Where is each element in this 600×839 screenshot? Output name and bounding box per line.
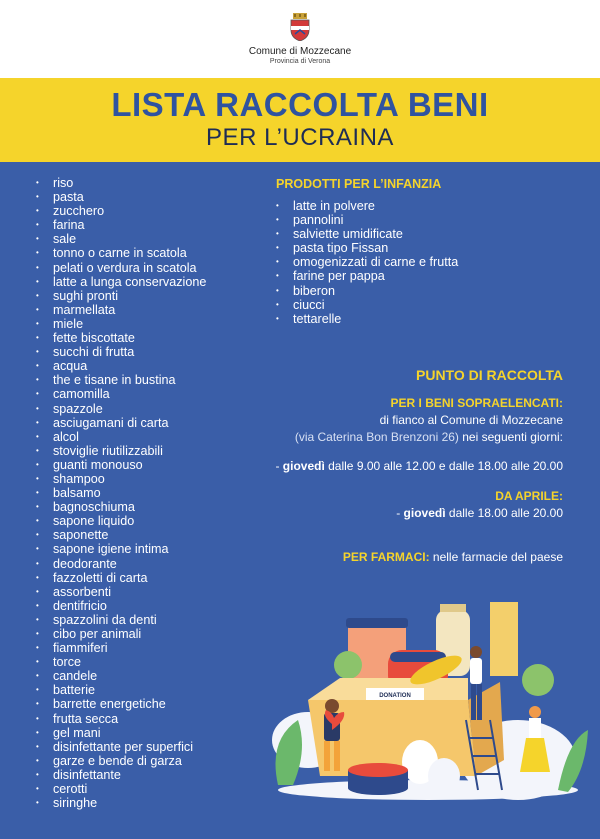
page-title: LISTA RACCOLTA BENI: [111, 86, 489, 123]
list-item: • acqua: [36, 359, 206, 373]
list-item: • spazzolini da denti: [36, 613, 206, 627]
comune-name: Comune di Mozzecane: [248, 46, 352, 57]
list-item: • fiammiferi: [36, 641, 206, 655]
list-item: • marmellata: [36, 303, 206, 317]
list-item: • zucchero: [36, 204, 206, 218]
list-item: • omogenizzati di carne e frutta: [276, 255, 458, 269]
day1-prefix: -: [275, 459, 283, 473]
list-item: • guanti monouso: [36, 458, 206, 472]
provincia-name: Provincia di Verona: [269, 58, 331, 65]
list-item: • barrette energetiche: [36, 697, 206, 711]
list-item: • latte a lunga conservazione: [36, 275, 206, 289]
list-item: • fazzoletti di carta: [36, 571, 206, 585]
raccolta-subtitle: PER I BENI SOPRAELENCATI:: [390, 396, 563, 410]
donation-illustration: [268, 600, 588, 800]
list-item: • candele: [36, 669, 206, 683]
farmaci-text: nelle farmacie del paese: [429, 550, 563, 564]
raccolta-day2-line: [396, 506, 563, 520]
list-item: • disinfettante per superfici: [36, 740, 206, 754]
april-title: DA APRILE:: [495, 489, 563, 503]
list-item: • pasta: [36, 190, 206, 204]
farmaci-line: [343, 550, 563, 564]
day2-hours: dalle 18.00 alle 20.00: [445, 506, 563, 520]
raccolta-address-line: [295, 430, 563, 444]
list-item: • dentifricio: [36, 599, 206, 613]
day1-hours: dalle 9.00 alle 12.00 e dalle 18.00 alle 20.00: [324, 459, 563, 473]
list-item: • bagnoschiuma: [36, 500, 206, 514]
list-item: • gel mani: [36, 726, 206, 740]
list-item: • riso: [36, 176, 206, 190]
list-item: • farina: [36, 218, 206, 232]
list-item: • latte in polvere: [276, 199, 458, 213]
list-item: • garze e bende di garza: [36, 754, 206, 768]
raccolta-address: (via Caterina Bon Brenzoni 26): [294, 430, 459, 444]
list-item: • saponette: [36, 528, 206, 542]
raccolta-address-suffix: nei seguenti giorni:: [458, 430, 563, 444]
list-item: • sapone liquido: [36, 514, 206, 528]
list-item: • salviette umidificate: [276, 227, 458, 241]
day2-label: giovedì: [403, 506, 446, 520]
list-item: • farine per pappa: [276, 269, 458, 283]
list-item: • sapone igiene intima: [36, 542, 206, 556]
list-item: • deodorante: [36, 557, 206, 571]
list-item: • frutta secca: [36, 712, 206, 726]
list-item: • the e tisane in bustina: [36, 373, 206, 387]
list-item: • torce: [36, 655, 206, 669]
list-item: • biberon: [276, 284, 458, 298]
farmaci-label: PER FARMACI:: [342, 550, 430, 564]
list-item: • batterie: [36, 683, 206, 697]
goods-list: [36, 176, 206, 810]
list-item: • siringhe: [36, 796, 206, 810]
infanzia-title: PRODOTTI PER L’INFANZIA: [276, 177, 442, 191]
raccolta-title: PUNTO DI RACCOLTA: [416, 367, 563, 383]
list-item: • asciugamani di carta: [36, 416, 206, 430]
list-item: • spazzole: [36, 402, 206, 416]
list-item: • balsamo: [36, 486, 206, 500]
list-item: • disinfettante: [36, 768, 206, 782]
list-item: • assorbenti: [36, 585, 206, 599]
municipal-crest-icon: [289, 13, 311, 41]
list-item: • tonno o carne in scatola: [36, 246, 206, 260]
list-item: • pannolini: [276, 213, 458, 227]
list-item: • sale: [36, 232, 206, 246]
list-item: • pasta tipo Fissan: [276, 241, 458, 255]
list-item: • cerotti: [36, 782, 206, 796]
list-item: • tettarelle: [276, 312, 458, 326]
list-item: • pelati o verdura in scatola: [36, 261, 206, 275]
list-item: • fette biscottate: [36, 331, 206, 345]
day1-label: giovedì: [282, 459, 325, 473]
list-item: • camomilla: [36, 387, 206, 401]
header: [0, 0, 600, 78]
list-item: • shampoo: [36, 472, 206, 486]
list-item: • cibo per animali: [36, 627, 206, 641]
list-item: • miele: [36, 317, 206, 331]
list-item: • stoviglie riutilizzabili: [36, 444, 206, 458]
list-item: • sughi pronti: [36, 289, 206, 303]
list-item: • ciucci: [276, 298, 458, 312]
list-item: • succhi di frutta: [36, 345, 206, 359]
raccolta-day1-line: [275, 459, 563, 473]
list-item: • alcol: [36, 430, 206, 444]
page-subtitle: PER L’UCRAINA: [206, 124, 394, 151]
infanzia-list: [276, 199, 458, 326]
donation-box-label: DONATION: [379, 693, 411, 699]
day2-prefix: -: [396, 506, 404, 520]
raccolta-location: di fianco al Comune di Mozzecane: [379, 413, 563, 427]
